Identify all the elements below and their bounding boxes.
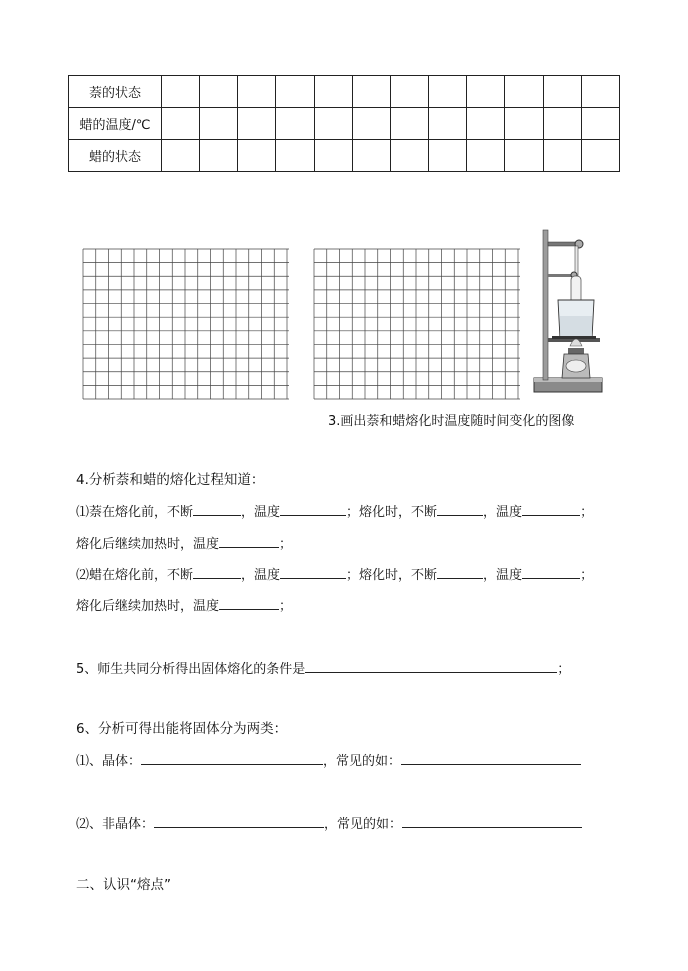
table-cell[interactable] <box>352 108 390 140</box>
text-fragment: ，温度 <box>241 505 281 520</box>
blank-field[interactable] <box>437 503 483 516</box>
table-row <box>69 108 620 140</box>
blank-field[interactable] <box>154 815 324 828</box>
table-cell[interactable] <box>314 108 352 140</box>
table-cell[interactable] <box>429 140 467 172</box>
table-cell[interactable] <box>314 76 352 108</box>
text-fragment: ； <box>279 599 293 614</box>
text-fragment: ⑵、非晶体： <box>76 817 155 832</box>
table-cell[interactable] <box>238 140 276 172</box>
section-two-heading: 二、认识“熔点” <box>76 877 171 893</box>
text-fragment: ；熔化时，不断 <box>346 568 438 583</box>
table-cell[interactable] <box>467 76 505 108</box>
graph-grid-right <box>313 248 521 400</box>
melting-apparatus-illustration <box>530 228 610 398</box>
table-cell[interactable] <box>276 108 314 140</box>
q4-2-prefix: ⑵蜡在熔化前，不断 <box>76 568 194 583</box>
table-cell[interactable] <box>505 108 543 140</box>
blank-field[interactable] <box>280 566 346 579</box>
text-fragment: 5、师生共同分析得出固体熔化的条件是 <box>76 662 306 677</box>
blank-field[interactable] <box>305 660 557 673</box>
blank-field[interactable] <box>522 503 580 516</box>
text-fragment: ； <box>580 568 594 583</box>
text-fragment: 熔化后继续加热时，温度 <box>76 537 220 552</box>
q4-2-line1 <box>76 566 593 584</box>
table-cell[interactable] <box>390 108 428 140</box>
row-label: 萘的状态 <box>69 76 162 108</box>
table-cell[interactable] <box>314 140 352 172</box>
section-5 <box>76 660 570 678</box>
q4-1-prefix: ⑴萘在熔化前，不断 <box>76 505 194 520</box>
blank-field[interactable] <box>522 566 580 579</box>
row-label: 蜡的温度/℃ <box>69 108 162 140</box>
figure-caption: 3.画出萘和蜡熔化时温度随时间变化的图像 <box>328 414 575 429</box>
text-fragment: ，温度 <box>483 568 523 583</box>
row-label: 蜡的状态 <box>69 140 162 172</box>
text-fragment: ，温度 <box>241 568 281 583</box>
table-cell[interactable] <box>467 140 505 172</box>
table-cell[interactable] <box>200 76 238 108</box>
table-cell[interactable] <box>581 76 619 108</box>
text-fragment: ⑴、晶体： <box>76 754 142 769</box>
table-cell[interactable] <box>390 140 428 172</box>
table-cell[interactable] <box>276 140 314 172</box>
q6-2 <box>76 815 582 833</box>
q4-2-line2 <box>76 597 292 615</box>
text-fragment: ； <box>580 505 594 520</box>
blank-field[interactable] <box>193 503 241 516</box>
table-cell[interactable] <box>429 108 467 140</box>
section-4-title: 4.分析萘和蜡的熔化过程知道： <box>76 472 265 488</box>
text-fragment: ，常见的如： <box>323 754 402 769</box>
table-cell[interactable] <box>543 140 581 172</box>
blank-field[interactable] <box>219 597 279 610</box>
table-cell[interactable] <box>162 140 200 172</box>
table-cell[interactable] <box>352 140 390 172</box>
table-cell[interactable] <box>390 76 428 108</box>
text-fragment: ，常见的如： <box>324 817 403 832</box>
section-6-title: 6、分析可得出能将固体分为两类： <box>76 721 288 737</box>
text-fragment: ； <box>279 537 293 552</box>
table-cell[interactable] <box>162 76 200 108</box>
q4-1-line1 <box>76 503 593 521</box>
q4-1-line2 <box>76 535 292 553</box>
table-cell[interactable] <box>543 108 581 140</box>
blank-field[interactable] <box>402 815 582 828</box>
text-fragment: 熔化后继续加热时，温度 <box>76 599 220 614</box>
table-cell[interactable] <box>238 108 276 140</box>
table-cell[interactable] <box>543 76 581 108</box>
table-cell[interactable] <box>352 76 390 108</box>
blank-field[interactable] <box>193 566 241 579</box>
text-fragment: ； <box>557 662 571 677</box>
table-cell[interactable] <box>162 108 200 140</box>
table-cell[interactable] <box>276 76 314 108</box>
table-row <box>69 76 620 108</box>
q6-1 <box>76 752 581 770</box>
table-cell[interactable] <box>467 108 505 140</box>
text-fragment: ，温度 <box>483 505 523 520</box>
table-cell[interactable] <box>200 140 238 172</box>
table-row <box>69 140 620 172</box>
table-cell[interactable] <box>429 76 467 108</box>
table-cell[interactable] <box>505 140 543 172</box>
blank-field[interactable] <box>280 503 346 516</box>
graph-grid-left <box>82 248 290 400</box>
blank-field[interactable] <box>219 535 279 548</box>
blank-field[interactable] <box>141 752 323 765</box>
table-cell[interactable] <box>581 108 619 140</box>
table-cell[interactable] <box>581 140 619 172</box>
table-cell[interactable] <box>505 76 543 108</box>
text-fragment: ；熔化时，不断 <box>346 505 438 520</box>
data-table <box>68 75 620 172</box>
table-cell[interactable] <box>238 76 276 108</box>
blank-field[interactable] <box>437 566 483 579</box>
blank-field[interactable] <box>401 752 581 765</box>
table-cell[interactable] <box>200 108 238 140</box>
